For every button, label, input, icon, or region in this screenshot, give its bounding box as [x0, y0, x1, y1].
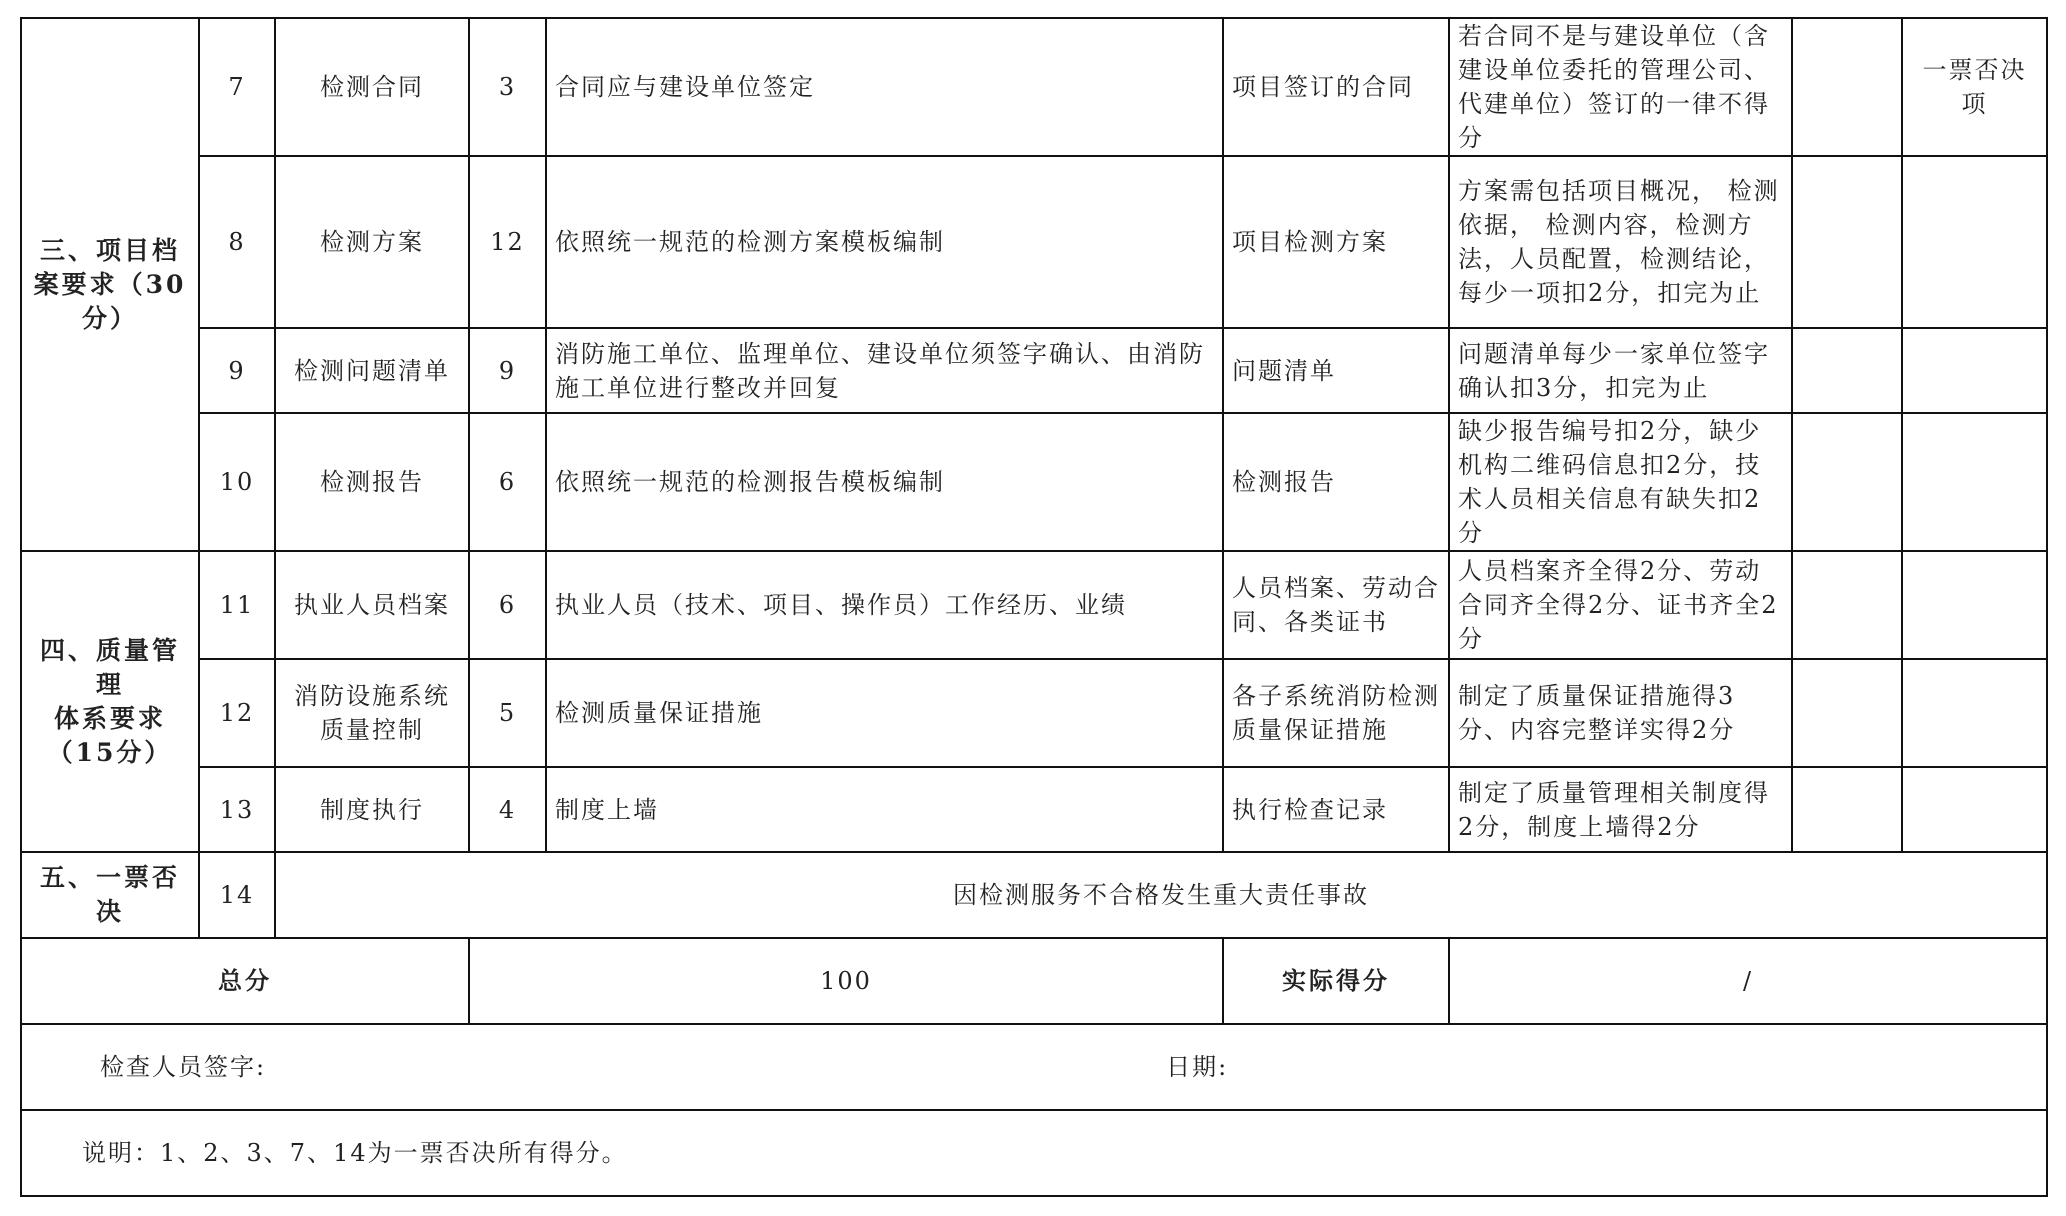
actual-score-value: / [1449, 938, 2047, 1024]
item-criteria: 人员档案齐全得2分、劳动合同齐全得2分、证书齐全2分 [1449, 551, 1792, 659]
item-material: 人员档案、劳动合同、各类证书 [1223, 551, 1449, 659]
table-row [21, 413, 2047, 551]
actual-score-label: 实际得分 [1223, 938, 1449, 1024]
item-score: 3 [469, 18, 546, 156]
row-number: 7 [199, 18, 275, 156]
row-number: 8 [199, 156, 275, 328]
item-content: 合同应与建设单位签定 [546, 18, 1223, 156]
veto-condition: 因检测服务不合格发生重大责任事故 [275, 852, 2047, 938]
category-line: 四、质量管理 [39, 635, 180, 699]
item-name: 检测问题清单 [275, 328, 469, 413]
item-name: 执业人员档案 [275, 551, 469, 659]
item-content: 检测质量保证措施 [546, 659, 1223, 767]
note-text: 说明：1、2、3、7、14为一票否决所有得分。 [21, 1110, 2047, 1196]
remark-cell [1902, 156, 2047, 328]
category-cell [21, 551, 199, 852]
table-row [21, 659, 2047, 767]
row-number: 10 [199, 413, 275, 551]
item-score: 9 [469, 328, 546, 413]
category-line: （15分） [47, 737, 173, 767]
score-cell [1792, 328, 1902, 413]
remark-cell [1902, 328, 2047, 413]
item-content: 消防施工单位、监理单位、建设单位须签字确认、由消防施工单位进行整改并回复 [546, 328, 1223, 413]
item-criteria: 若合同不是与建设单位（含建设单位委托的管理公司、代建单位）签订的一律不得分 [1449, 18, 1792, 156]
total-value: 100 [469, 938, 1223, 1024]
item-material: 问题清单 [1223, 328, 1449, 413]
item-score: 4 [469, 767, 546, 852]
item-content: 执业人员（技术、项目、操作员）工作经历、业绩 [546, 551, 1223, 659]
remark-cell [1902, 767, 2047, 852]
table-row [21, 156, 2047, 328]
item-name: 检测合同 [275, 18, 469, 156]
table-row [21, 328, 2047, 413]
signature-cell [21, 1024, 2047, 1110]
item-criteria: 问题清单每少一家单位签字确认扣3分，扣完为止 [1449, 328, 1792, 413]
total-row [21, 938, 2047, 1024]
item-score: 6 [469, 551, 546, 659]
category-line: 体系要求 [53, 703, 166, 733]
scoring-table [20, 17, 2048, 1197]
score-cell [1792, 767, 1902, 852]
item-material: 执行检查记录 [1223, 767, 1449, 852]
table-row [21, 852, 2047, 938]
category-cell: 三、项目档案要求（30分） [21, 18, 199, 551]
item-material: 各子系统消防检测质量保证措施 [1223, 659, 1449, 767]
item-material: 项目签订的合同 [1223, 18, 1449, 156]
remark-cell [1902, 551, 2047, 659]
item-content: 依照统一规范的检测方案模板编制 [546, 156, 1223, 328]
score-cell [1792, 18, 1902, 156]
row-number: 13 [199, 767, 275, 852]
item-criteria: 方案需包括项目概况， 检测依据， 检测内容，检测方法，人员配置，检测结论，每少一项扣2分，扣完为止 [1449, 156, 1792, 328]
item-score: 12 [469, 156, 546, 328]
remark-cell [1902, 413, 2047, 551]
note-row [21, 1110, 2047, 1196]
item-remark: 一票否决项 [1902, 18, 2047, 156]
item-name: 制度执行 [275, 767, 469, 852]
row-number: 11 [199, 551, 275, 659]
table-row [21, 18, 2047, 156]
score-cell [1792, 156, 1902, 328]
table-row [21, 551, 2047, 659]
item-criteria: 制定了质量管理相关制度得2分，制度上墙得2分 [1449, 767, 1792, 852]
row-number: 14 [199, 852, 275, 938]
score-cell [1792, 413, 1902, 551]
inspector-signature-label: 检查人员签字: [100, 1053, 267, 1081]
score-cell [1792, 551, 1902, 659]
remark-cell [1902, 659, 2047, 767]
item-content: 制度上墙 [546, 767, 1223, 852]
category-cell: 五、一票否决 [21, 852, 199, 938]
score-cell [1792, 659, 1902, 767]
total-label: 总分 [21, 938, 469, 1024]
signature-row [21, 1024, 2047, 1110]
row-number: 9 [199, 328, 275, 413]
item-criteria: 制定了质量保证措施得3分、内容完整详实得2分 [1449, 659, 1792, 767]
item-name: 消防设施系统质量控制 [275, 659, 469, 767]
item-material: 项目检测方案 [1223, 156, 1449, 328]
item-score: 6 [469, 413, 546, 551]
item-criteria: 缺少报告编号扣2分，缺少机构二维码信息扣2分，技术人员相关信息有缺失扣2分 [1449, 413, 1792, 551]
row-number: 12 [199, 659, 275, 767]
table-row [21, 767, 2047, 852]
item-material: 检测报告 [1223, 413, 1449, 551]
item-name: 检测方案 [275, 156, 469, 328]
item-name: 检测报告 [275, 413, 469, 551]
item-content: 依照统一规范的检测报告模板编制 [546, 413, 1223, 551]
date-label: 日期: [1166, 1053, 1229, 1081]
item-score: 5 [469, 659, 546, 767]
